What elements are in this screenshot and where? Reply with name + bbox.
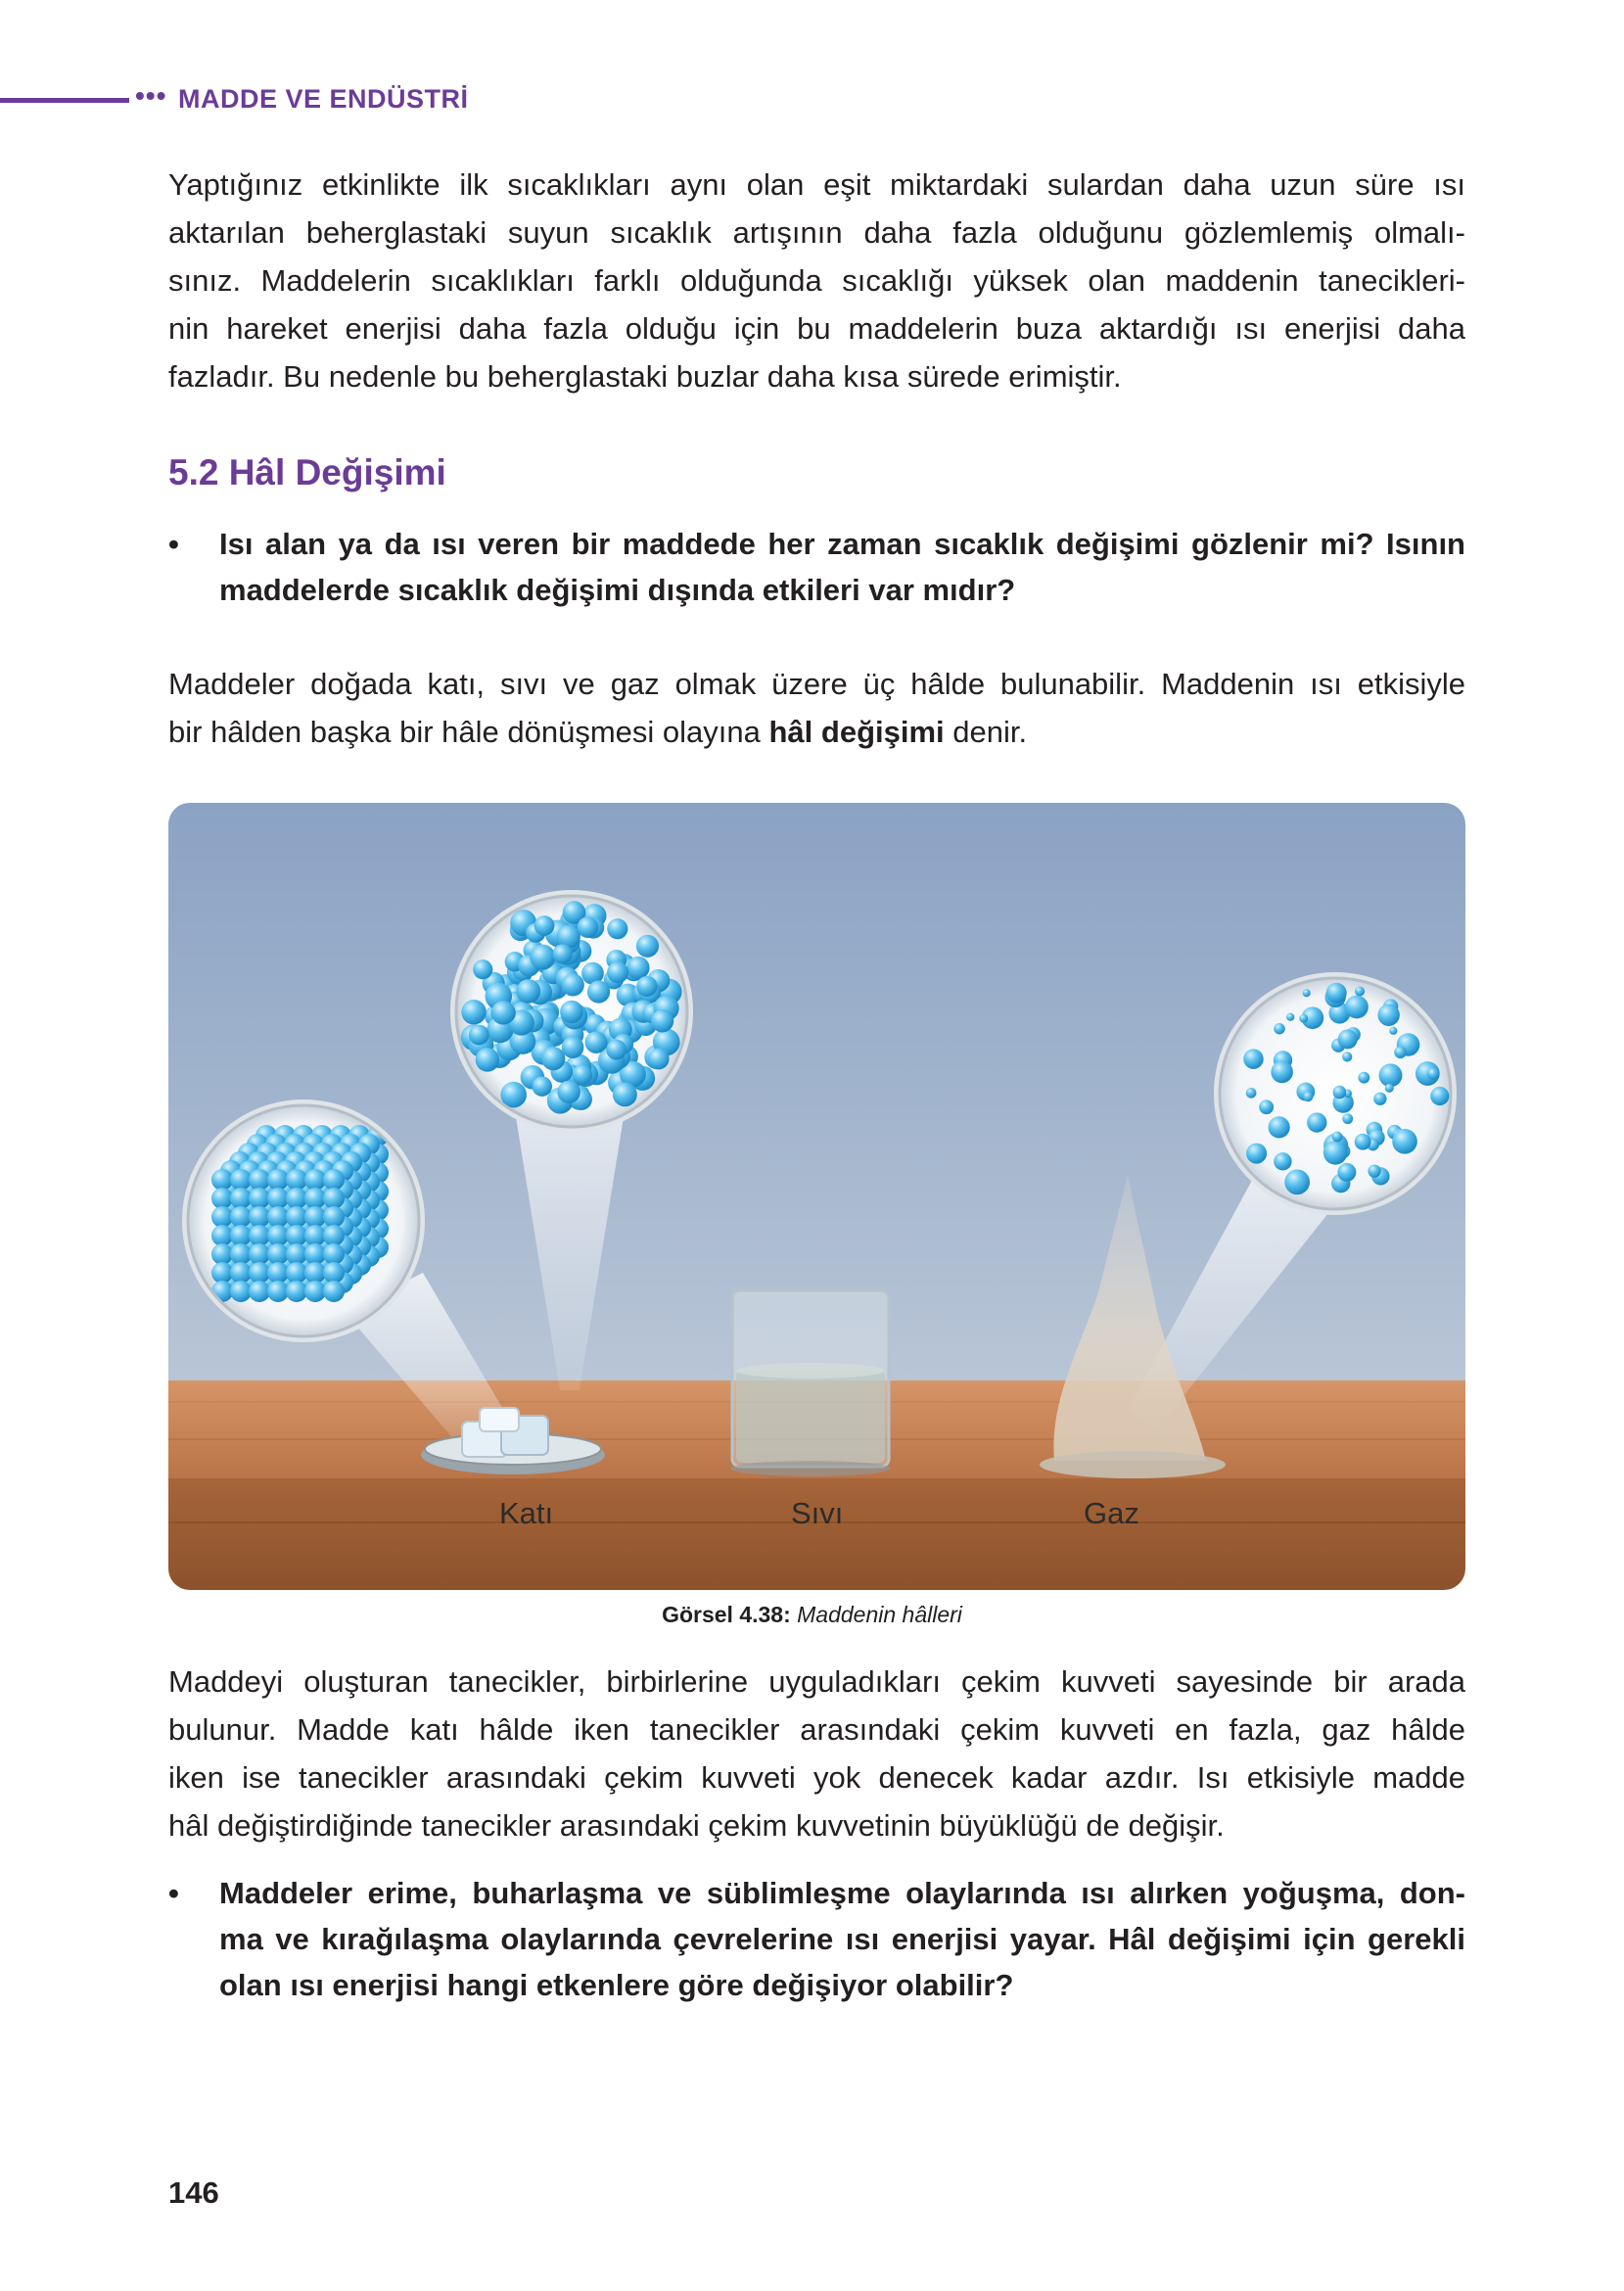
particle xyxy=(211,1169,233,1191)
particle xyxy=(304,1243,326,1265)
particle xyxy=(286,1262,307,1284)
particle xyxy=(211,1206,233,1228)
particle xyxy=(516,979,540,1004)
particle xyxy=(1274,1023,1284,1034)
question-line: Maddeler erime, buharlaşma ve süblimleşme olaylarında ısı alırken yoğuşma, don- xyxy=(219,1876,1465,1910)
section-title: 5.2 Hâl Değişimi xyxy=(168,452,446,492)
particle xyxy=(323,1169,345,1191)
particle xyxy=(323,1281,345,1302)
definition-paragraph xyxy=(168,660,1465,756)
particle xyxy=(249,1206,270,1228)
particle xyxy=(304,1188,326,1209)
particle xyxy=(323,1188,345,1209)
question-line: olan ısı enerjisi hangi etkenlere göre değişiyor olabilir? xyxy=(219,1968,1014,2002)
particle xyxy=(1246,1088,1257,1099)
particle xyxy=(286,1188,307,1209)
bullet-dot: • xyxy=(168,1876,179,1910)
particle xyxy=(1342,1113,1353,1124)
key-term: hâl değişimi xyxy=(768,715,945,749)
particle xyxy=(1333,1086,1347,1099)
particle xyxy=(560,1001,583,1024)
particle xyxy=(473,959,492,979)
page-number: 146 xyxy=(168,2175,219,2210)
text-line: Maddeler doğada katı, sıvı ve gaz olmak üzere üç hâlde bulunabilir. Maddenin ısı etkisiyle xyxy=(168,667,1465,701)
particle xyxy=(1259,1099,1274,1114)
particle xyxy=(607,918,627,939)
particle xyxy=(230,1281,252,1302)
forces-paragraph xyxy=(168,1658,1465,1849)
caption-number: Görsel 4.38: xyxy=(662,1602,791,1627)
definition-text: bir hâlden başka bir hâle dönüşmesi olayına xyxy=(168,715,769,749)
particle xyxy=(1394,1047,1406,1058)
particle xyxy=(636,976,657,997)
particle xyxy=(1389,1027,1397,1035)
particle xyxy=(230,1206,252,1228)
text-line xyxy=(168,708,1465,756)
particle xyxy=(267,1225,289,1246)
particle xyxy=(323,1206,345,1228)
particle xyxy=(636,935,659,958)
particle xyxy=(304,1262,326,1284)
particle xyxy=(1271,1061,1293,1084)
particle xyxy=(626,957,649,979)
particle xyxy=(230,1188,252,1209)
running-header xyxy=(0,82,685,117)
particle xyxy=(230,1243,252,1265)
particle xyxy=(286,1225,307,1246)
particle xyxy=(553,944,573,963)
particle xyxy=(230,1169,252,1191)
bullet-dot: • xyxy=(168,527,179,561)
particle xyxy=(530,945,555,970)
particle xyxy=(211,1225,233,1246)
text-line: bulunur. Madde katı hâlde iken tanecikler arasındaki çekim kuvveti en fazla, gaz hâlde xyxy=(168,1712,1465,1747)
particle xyxy=(267,1188,289,1209)
text-line: fazladır. Bu nedenle bu beherglastaki buzlar daha kısa sürede erimiştir. xyxy=(168,359,1122,394)
particle xyxy=(578,916,599,938)
particle xyxy=(286,1206,307,1228)
particle xyxy=(469,1025,489,1046)
particle xyxy=(1303,1092,1313,1101)
particle xyxy=(211,1262,233,1284)
header-rule xyxy=(0,98,129,103)
particle xyxy=(1323,1141,1348,1165)
particle xyxy=(1286,1013,1294,1021)
particle xyxy=(249,1281,270,1302)
particle xyxy=(648,1049,670,1070)
text-line: iken ise tanecikler arasındaki çekim kuvveti yok denecek kadar azdır. Isı etkisiyle madde xyxy=(168,1760,1465,1795)
caption-text: Maddenin hâlleri xyxy=(797,1602,962,1627)
particle xyxy=(541,1047,565,1070)
figure-caption xyxy=(0,1602,1624,1628)
text-line: hâl değiştirdiğinde tanecikler arasındaki çekim kuvvetinin büyüklüğü de değişir. xyxy=(168,1808,1225,1843)
particle xyxy=(1368,1164,1380,1177)
particle xyxy=(476,1048,500,1072)
particle xyxy=(1355,986,1365,996)
particle xyxy=(1332,1132,1343,1143)
particle xyxy=(249,1262,270,1284)
particle xyxy=(286,1281,307,1302)
particle xyxy=(1338,1029,1358,1049)
particle xyxy=(304,1281,326,1302)
particle xyxy=(230,1225,252,1246)
particle xyxy=(1326,983,1347,1004)
particle xyxy=(562,1036,584,1058)
particle xyxy=(1358,1072,1369,1084)
particle xyxy=(651,1009,673,1032)
question-line: Isı alan ya da ısı veren bir maddede her zaman sıcaklık değişimi gözlenir mi? Isının xyxy=(219,527,1465,561)
particle xyxy=(211,1188,233,1209)
question-line: ma ve kırağılaşma olaylarında çevrelerine ısı enerjisi yayar. Hâl değişimi için gerekli xyxy=(219,1922,1465,1956)
particle xyxy=(607,961,628,983)
figure-illustration xyxy=(168,803,1465,1590)
states-of-matter-figure xyxy=(168,803,1465,1590)
particle xyxy=(1379,1063,1403,1087)
particle xyxy=(1243,1049,1263,1068)
particle xyxy=(1268,1116,1289,1138)
particle xyxy=(1246,1144,1267,1164)
particle xyxy=(613,1082,637,1106)
particle xyxy=(1342,1052,1352,1061)
definition-text: denir. xyxy=(944,715,1028,749)
header-dots: ••• xyxy=(135,80,167,111)
particle xyxy=(1430,1087,1449,1105)
particle xyxy=(573,1065,592,1085)
particle xyxy=(230,1262,252,1284)
particle xyxy=(323,1243,345,1265)
particle xyxy=(267,1281,289,1302)
particle xyxy=(1385,1084,1394,1093)
particle xyxy=(304,1169,326,1191)
particle xyxy=(286,1169,307,1191)
particle xyxy=(286,1243,307,1265)
particle xyxy=(267,1243,289,1265)
particle xyxy=(249,1225,270,1246)
particle xyxy=(1303,989,1311,997)
particle xyxy=(323,1225,345,1246)
text-line: aktarılan beherglastaki suyun sıcaklık artışının daha fazla olduğunu gözlemlemiş olmalı- xyxy=(168,215,1465,250)
particle xyxy=(1337,1163,1356,1182)
particle xyxy=(533,1076,553,1097)
particle xyxy=(1373,1093,1386,1105)
particle xyxy=(304,1225,326,1246)
text-line: nin hareket enerjisi daha fazla olduğu için bu maddelerin buza aktardığı ısı enerjisi daha xyxy=(168,311,1465,346)
particle xyxy=(1355,1134,1371,1150)
particle xyxy=(323,1262,345,1284)
question-line: maddelerde sıcaklık değişimi dışında etkileri var mıdır? xyxy=(219,573,1016,607)
particle xyxy=(606,1040,626,1060)
particle xyxy=(249,1169,270,1191)
particle xyxy=(1274,1152,1291,1170)
header-title: MADDE VE ENDÜSTRİ xyxy=(178,84,469,114)
particle xyxy=(267,1206,289,1228)
question-bullet-2 xyxy=(168,1870,1465,2008)
intro-paragraph xyxy=(168,161,1465,400)
label-gas: Gaz xyxy=(1084,1496,1139,1530)
particle xyxy=(1284,1169,1310,1194)
text-line: Yaptığınız etkinlikte ilk sıcaklıkları aynı olan eşit miktardaki sulardan daha uzun süre ısı xyxy=(168,167,1465,202)
particle xyxy=(249,1243,270,1265)
particle xyxy=(1427,1068,1439,1080)
particle xyxy=(534,915,555,936)
particle xyxy=(562,973,584,996)
label-solid: Katı xyxy=(499,1496,554,1530)
particle xyxy=(1307,1112,1326,1132)
label-liquid: Sıvı xyxy=(791,1496,844,1530)
particle xyxy=(1345,996,1369,1019)
particle xyxy=(211,1243,233,1265)
particle xyxy=(1299,1014,1308,1023)
text-line: sınız. Maddelerin sıcaklıkları farklı olduğunda sıcaklığı yüksek olan maddenin tanecikleri- xyxy=(168,263,1465,298)
text-line: Maddeyi oluşturan tanecikler, birbirlerine uyguladıkları çekim kuvveti sayesinde bir arada xyxy=(168,1664,1465,1699)
particle xyxy=(461,1000,486,1024)
particle xyxy=(491,1001,515,1024)
particle xyxy=(304,1206,326,1228)
particle xyxy=(557,1081,580,1103)
particle xyxy=(267,1169,289,1191)
particle xyxy=(585,1031,608,1053)
particle xyxy=(1377,1005,1399,1026)
particle xyxy=(267,1262,289,1284)
question-bullet-1 xyxy=(168,521,1465,613)
particle xyxy=(587,980,610,1003)
particle xyxy=(1392,1129,1417,1154)
particle xyxy=(249,1188,270,1209)
